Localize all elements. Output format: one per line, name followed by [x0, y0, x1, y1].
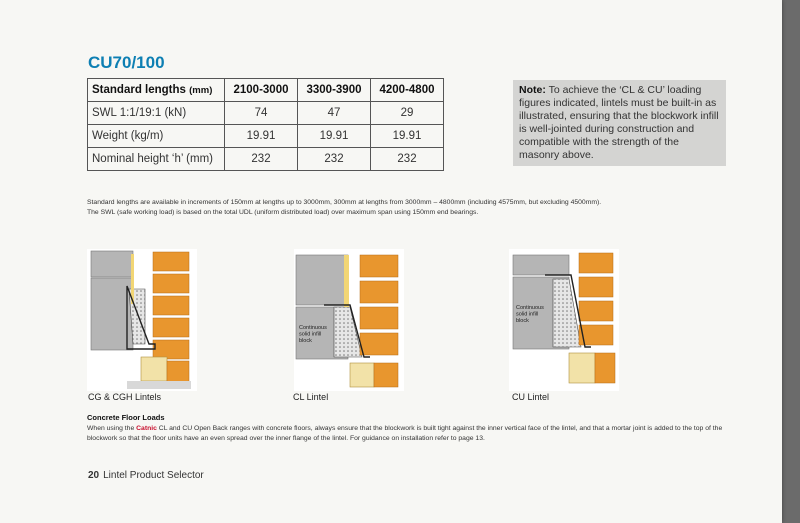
- product-title: CU70/100: [88, 53, 165, 72]
- cell: 74: [225, 102, 298, 125]
- table-row: [88, 102, 444, 125]
- footnote-swl: The SWL (safe working load) is based on the total UDL (uniform distributed load) over maximum span using 150mm end bearings.: [87, 209, 479, 216]
- row-label: Weight (kg/m): [88, 125, 225, 148]
- footer-title: Lintel Product Selector: [103, 470, 204, 481]
- diagram-label-cl: CL Lintel: [293, 392, 329, 402]
- cg-cgh-lintel-diagram: [87, 249, 197, 391]
- cell: 19.91: [225, 125, 298, 148]
- cell: 29: [371, 102, 444, 125]
- header-standard-lengths: Standard lengths (mm): [88, 79, 225, 102]
- table-header-row: [88, 79, 444, 102]
- page-footer: [88, 470, 204, 481]
- footnote-lengths: Standard lengths are available in increments of 150mm at lengths up to 3000mm, 300mm at lengths from 3000mm – 4800mm (including 4575mm, but excluding 4500mm).: [87, 199, 602, 206]
- header-col-2: 3300-3900: [298, 79, 371, 102]
- cell: 232: [225, 148, 298, 171]
- brand-name: Catnic: [136, 425, 157, 432]
- cell: 232: [371, 148, 444, 171]
- cl-lintel-diagram: [294, 249, 404, 391]
- header-col-1: 2100-3000: [225, 79, 298, 102]
- cell: 47: [298, 102, 371, 125]
- header-col-3: 4200-4800: [371, 79, 444, 102]
- cu-lintel-diagram: [509, 249, 619, 391]
- infill-label: Continuous solid infill block: [299, 325, 327, 344]
- note-lead: Note:: [519, 84, 546, 96]
- table-row: [88, 148, 444, 171]
- footnotes: [87, 198, 727, 218]
- infill-label: Continuous solid infill block: [516, 305, 544, 324]
- row-label: Nominal height ‘h’ (mm): [88, 148, 225, 171]
- row-label: SWL 1:1/19:1 (kN): [88, 102, 225, 125]
- diagram-label-cu: CU Lintel: [512, 392, 550, 402]
- note-box: [513, 80, 726, 166]
- concrete-floor-title: Concrete Floor Loads: [87, 413, 165, 422]
- cell: 232: [298, 148, 371, 171]
- cell: 19.91: [298, 125, 371, 148]
- diagram-label-cg-cgh: CG & CGH Lintels: [88, 392, 162, 402]
- cell: 19.91: [371, 125, 444, 148]
- note-text: To achieve the ‘CL & CU’ loading figures indicated, lintels must be built-in as illustrated, ensuring that the blockwork infill is well-jointed during construction and compatible with the strength of the masonry above.: [519, 84, 719, 161]
- page-number: 20: [88, 470, 100, 481]
- adjacent-page-edge: [782, 0, 800, 523]
- concrete-floor-text: When using the Catnic CL and CU Open Back ranges with concrete floors, always ensure that the blockwork is built tight against the inner vertical face of the lintel, and that a mortar joint is added to the top of the blockwork so that the floor units have an even spread over the inner flange of the lintel. For guidance on installation refer to page 13.: [87, 425, 723, 442]
- spec-table: [87, 78, 444, 171]
- table-row: [88, 125, 444, 148]
